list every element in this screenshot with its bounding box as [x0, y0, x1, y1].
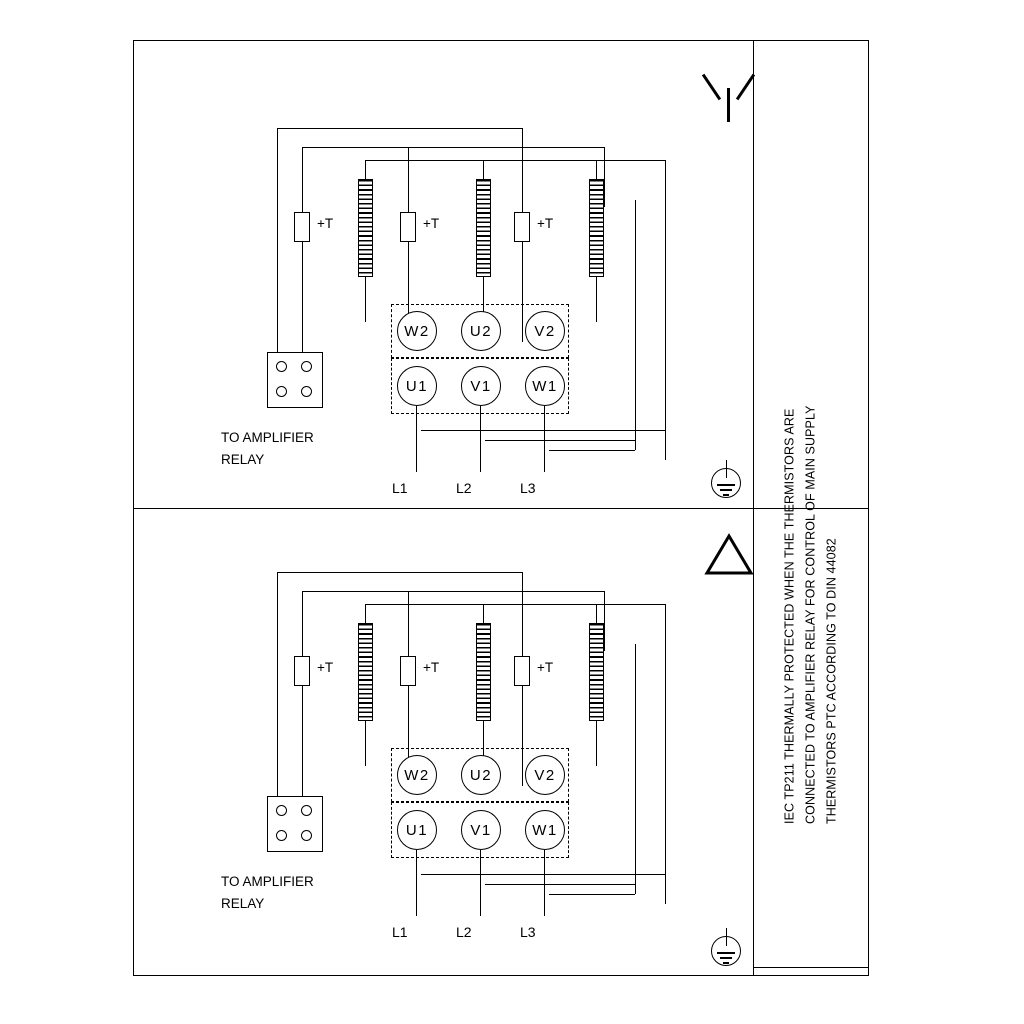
terminal-v2[interactable]: V2 — [525, 755, 565, 795]
earth-ground-symbol — [703, 928, 751, 976]
delta-triangle-icon — [703, 530, 755, 578]
connector-label-line-2: RELAY — [221, 452, 265, 467]
panel-star — [133, 40, 753, 508]
thermistor-label-3: +T — [537, 216, 554, 231]
note-text — [780, 184, 843, 824]
winding-coil-2 — [476, 623, 491, 721]
thermistor-3 — [514, 212, 530, 242]
terminal-u1[interactable]: U1 — [397, 810, 437, 850]
terminal-w1[interactable]: W1 — [525, 366, 565, 406]
terminal-u2[interactable]: U2 — [461, 755, 501, 795]
winding-coil-3 — [589, 179, 604, 277]
phase-label-l1: L1 — [392, 480, 408, 496]
winding-coil-2 — [476, 179, 491, 277]
winding-coil-3 — [589, 623, 604, 721]
thermistor-2 — [400, 656, 416, 686]
terminal-v1[interactable]: V1 — [461, 810, 501, 850]
note-line-3: THERMISTORS PTC ACCORDING TO DIN 44082 — [824, 538, 839, 824]
thermistor-label-2: +T — [423, 660, 440, 675]
delta-connection-symbol — [703, 530, 755, 578]
terminal-w1[interactable]: W1 — [525, 810, 565, 850]
terminal-u1[interactable]: U1 — [397, 366, 437, 406]
note-line-1: IEC TP211 THERMALLY PROTECTED WHEN THE THERMISTORS ARE — [782, 408, 797, 824]
thermistor-label-1: +T — [317, 216, 334, 231]
phase-label-l3: L3 — [520, 480, 536, 496]
note-line-2: CONNECTED TO AMPLIFIER RELAY FOR CONTROL OF MAIN SUPPLY — [803, 405, 818, 824]
terminal-u2[interactable]: U2 — [461, 311, 501, 351]
terminal-w2[interactable]: W2 — [397, 755, 437, 795]
amplifier-relay-connector[interactable] — [267, 352, 323, 408]
terminal-v1[interactable]: V1 — [461, 366, 501, 406]
note-block — [753, 40, 869, 968]
thermistor-label-3: +T — [537, 660, 554, 675]
thermistor-2 — [400, 212, 416, 242]
connector-label-line-1: TO AMPLIFIER — [221, 430, 314, 445]
thermistor-label-2: +T — [423, 216, 440, 231]
connector-label-line-2: RELAY — [221, 896, 265, 911]
thermistor-1 — [294, 656, 310, 686]
thermistor-1 — [294, 212, 310, 242]
terminal-v2[interactable]: V2 — [525, 311, 565, 351]
panel-delta — [133, 508, 753, 976]
terminal-w2[interactable]: W2 — [397, 311, 437, 351]
winding-coil-1 — [358, 623, 373, 721]
amplifier-relay-connector[interactable] — [267, 796, 323, 852]
connector-label-line-1: TO AMPLIFIER — [221, 874, 314, 889]
phase-label-l2: L2 — [456, 480, 472, 496]
star-connection-symbol — [698, 62, 758, 122]
earth-ground-symbol — [703, 460, 751, 508]
thermistor-3 — [514, 656, 530, 686]
phase-label-l2: L2 — [456, 924, 472, 940]
phase-label-l3: L3 — [520, 924, 536, 940]
phase-label-l1: L1 — [392, 924, 408, 940]
winding-coil-1 — [358, 179, 373, 277]
thermistor-label-1: +T — [317, 660, 334, 675]
